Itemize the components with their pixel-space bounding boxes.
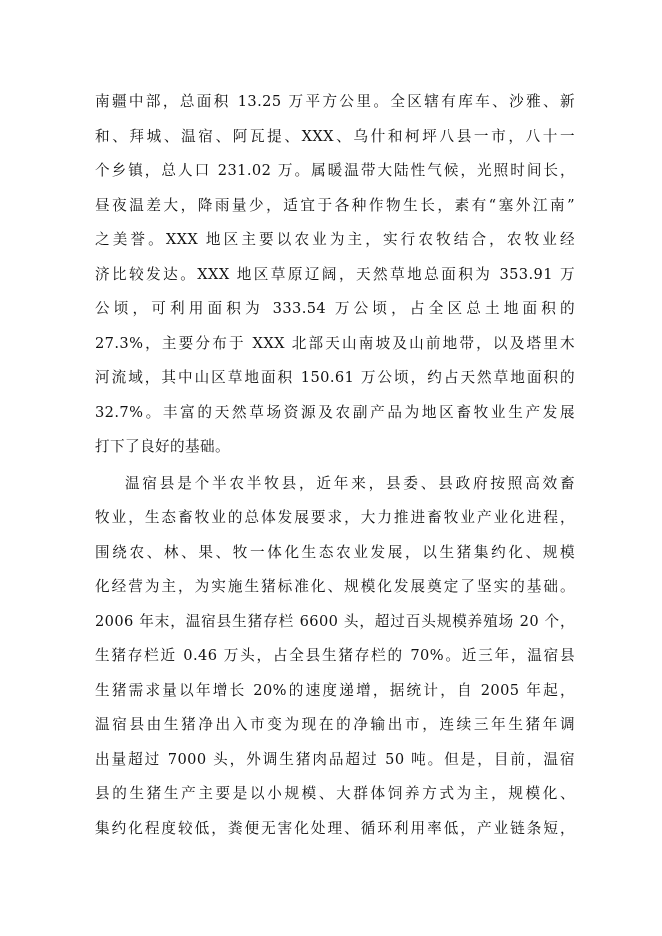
text-line: 出量超过 7000 头，外调生猪肉品超过 50 吨。但是，目前，温宿 [95, 751, 575, 768]
text-line: 生猪需求量以年增长 20%的速度递增，据统计，自 2005 年起， [95, 682, 575, 699]
text-line: 牧业，生态畜牧业的总体发展要求，大力推进畜牧业产业化进程， [95, 509, 575, 526]
text-line: 2006 年末，温宿县生猪存栏 6600 头，超过百头规模养殖场 20 个， [95, 613, 575, 630]
text-line: 公顷，可利用面积为 333.54 万公顷，占全区总土地面积的 [95, 300, 575, 317]
text-line: 温宿县是个半农半牧县，近年来，县委、县政府按照高效畜 [125, 475, 575, 492]
text-line: 生猪存栏近 0.46 万头，占全县生猪存栏的 70%。近三年，温宿县 [95, 647, 575, 664]
text-line: 集约化程度较低，粪便无害化处理、循环利用率低，产业链条短， [95, 820, 575, 837]
text-line: 和、拜城、温宿、阿瓦提、XXX、乌什和柯坪八县一市，八十一 [95, 128, 575, 145]
text-line: 昼夜温差大，降雨量少，适宜于各种作物生长，素有“塞外江南” [95, 197, 575, 214]
text-line: 围绕农、林、果、牧一体化生态农业发展，以生猪集约化、规模 [95, 544, 575, 561]
text-line: 温宿县由生猪净出入市变为现在的净输出市，连续三年生猪年调 [95, 716, 575, 733]
text-line: 济比较发达。XXX 地区草原辽阔，天然草地总面积为 353.91 万 [95, 266, 575, 283]
text-line: 化经营为主，为实施生猪标准化、规模化发展奠定了坚实的基础。 [95, 578, 575, 595]
text-line: 县的生猪生产主要是以小规模、大群体饲养方式为主，规模化、 [95, 785, 575, 802]
text-line: 个乡镇，总人口 231.02 万。属暖温带大陆性气候，光照时间长， [95, 162, 575, 179]
text-line: 南疆中部，总面积 13.25 万平方公里。全区辖有库车、沙雅、新 [95, 93, 575, 110]
text-line: 之美誉。XXX 地区主要以农业为主，实行农牧结合，农牧业经 [95, 231, 575, 248]
text-line: 河流域，其中山区草地面积 150.61 万公顷，约占天然草地面积的 [95, 369, 575, 386]
text-line: 27.3%，主要分布于 XXX 北部天山南坡及山前地带，以及塔里木 [95, 335, 575, 352]
text-line: 打下了良好的基础。 [95, 438, 230, 455]
text-line: 32.7%。丰富的天然草场资源及农副产品为地区畜牧业生产发展 [95, 404, 575, 421]
